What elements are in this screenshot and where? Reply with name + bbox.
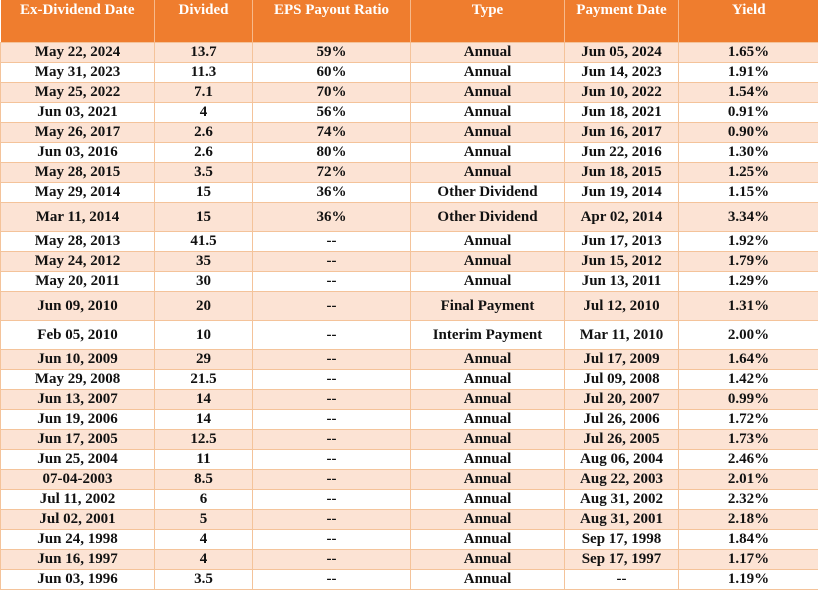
cell-type: Final Payment [411, 292, 565, 321]
header-payment-date: Payment Date [565, 0, 679, 43]
cell-ex-dividend-date: Jul 11, 2002 [1, 490, 155, 510]
cell-type: Annual [411, 410, 565, 430]
cell-type: Annual [411, 43, 565, 63]
table-row [1, 510, 818, 530]
cell-ex-dividend-date: Jun 25, 2004 [1, 450, 155, 470]
cell-eps-payout-ratio: -- [253, 272, 411, 292]
cell-payment-date: Jun 16, 2017 [565, 123, 679, 143]
table-row [1, 350, 818, 370]
cell-eps-payout-ratio: -- [253, 450, 411, 470]
cell-eps-payout-ratio: -- [253, 390, 411, 410]
cell-yield: 1.65% [679, 43, 818, 63]
cell-eps-payout-ratio: -- [253, 410, 411, 430]
cell-payment-date: Jul 09, 2008 [565, 370, 679, 390]
table-row [1, 570, 818, 590]
cell-eps-payout-ratio: -- [253, 232, 411, 252]
cell-ex-dividend-date: May 31, 2023 [1, 63, 155, 83]
table-row [1, 470, 818, 490]
cell-type: Annual [411, 123, 565, 143]
cell-dividend: 15 [155, 203, 253, 232]
cell-dividend: 3.5 [155, 570, 253, 590]
cell-eps-payout-ratio: 36% [253, 183, 411, 203]
cell-yield: 1.92% [679, 232, 818, 252]
cell-yield: 1.17% [679, 550, 818, 570]
cell-eps-payout-ratio: 70% [253, 83, 411, 103]
cell-dividend: 15 [155, 183, 253, 203]
cell-ex-dividend-date: May 29, 2014 [1, 183, 155, 203]
cell-payment-date: Apr 02, 2014 [565, 203, 679, 232]
cell-payment-date: Aug 31, 2001 [565, 510, 679, 530]
cell-dividend: 4 [155, 530, 253, 550]
cell-payment-date: Jul 17, 2009 [565, 350, 679, 370]
table-row [1, 232, 818, 252]
cell-type: Annual [411, 252, 565, 272]
cell-yield: 0.99% [679, 390, 818, 410]
cell-dividend: 29 [155, 350, 253, 370]
cell-payment-date: Jul 26, 2005 [565, 430, 679, 450]
cell-yield: 2.00% [679, 321, 818, 350]
cell-ex-dividend-date: May 28, 2015 [1, 163, 155, 183]
cell-yield: 2.18% [679, 510, 818, 530]
cell-eps-payout-ratio: -- [253, 430, 411, 450]
cell-dividend: 14 [155, 390, 253, 410]
cell-ex-dividend-date: Jun 09, 2010 [1, 292, 155, 321]
cell-payment-date: Aug 06, 2004 [565, 450, 679, 470]
cell-dividend: 41.5 [155, 232, 253, 252]
cell-type: Annual [411, 530, 565, 550]
cell-eps-payout-ratio: -- [253, 550, 411, 570]
cell-ex-dividend-date: May 26, 2017 [1, 123, 155, 143]
cell-type: Other Dividend [411, 203, 565, 232]
cell-payment-date: Aug 22, 2003 [565, 470, 679, 490]
cell-payment-date: Jun 05, 2024 [565, 43, 679, 63]
cell-dividend: 8.5 [155, 470, 253, 490]
cell-yield: 1.79% [679, 252, 818, 272]
cell-yield: 1.19% [679, 570, 818, 590]
cell-payment-date: Jun 13, 2011 [565, 272, 679, 292]
cell-eps-payout-ratio: 56% [253, 103, 411, 123]
table-row [1, 321, 818, 350]
cell-type: Annual [411, 430, 565, 450]
cell-ex-dividend-date: Mar 11, 2014 [1, 203, 155, 232]
cell-type: Annual [411, 163, 565, 183]
header-type: Type [411, 0, 565, 43]
cell-type: Annual [411, 510, 565, 530]
table-header [1, 0, 818, 43]
table-row [1, 83, 818, 103]
cell-ex-dividend-date: May 24, 2012 [1, 252, 155, 272]
cell-ex-dividend-date: May 22, 2024 [1, 43, 155, 63]
cell-type: Annual [411, 272, 565, 292]
cell-payment-date: Jun 15, 2012 [565, 252, 679, 272]
cell-payment-date: Jun 14, 2023 [565, 63, 679, 83]
header-ex-dividend-date: Ex-Dividend Date [1, 0, 155, 43]
cell-yield: 1.31% [679, 292, 818, 321]
cell-payment-date: Jun 10, 2022 [565, 83, 679, 103]
cell-dividend: 3.5 [155, 163, 253, 183]
cell-ex-dividend-date: 07-04-2003 [1, 470, 155, 490]
cell-dividend: 35 [155, 252, 253, 272]
cell-type: Annual [411, 103, 565, 123]
cell-dividend: 10 [155, 321, 253, 350]
table-row [1, 183, 818, 203]
cell-yield: 1.72% [679, 410, 818, 430]
cell-type: Annual [411, 450, 565, 470]
cell-eps-payout-ratio: 72% [253, 163, 411, 183]
table-row [1, 530, 818, 550]
cell-type: Annual [411, 570, 565, 590]
cell-payment-date: Jul 12, 2010 [565, 292, 679, 321]
cell-dividend: 2.6 [155, 143, 253, 163]
cell-yield: 2.01% [679, 470, 818, 490]
cell-dividend: 21.5 [155, 370, 253, 390]
cell-ex-dividend-date: Jun 03, 2021 [1, 103, 155, 123]
table-row [1, 43, 818, 63]
cell-dividend: 30 [155, 272, 253, 292]
cell-type: Annual [411, 470, 565, 490]
cell-eps-payout-ratio: -- [253, 510, 411, 530]
cell-type: Annual [411, 83, 565, 103]
cell-ex-dividend-date: Jun 10, 2009 [1, 350, 155, 370]
cell-yield: 1.54% [679, 83, 818, 103]
cell-yield: 1.42% [679, 370, 818, 390]
table-body [1, 43, 818, 590]
table-row [1, 410, 818, 430]
table-row [1, 292, 818, 321]
cell-type: Annual [411, 390, 565, 410]
cell-type: Annual [411, 63, 565, 83]
cell-payment-date: -- [565, 570, 679, 590]
table-row [1, 63, 818, 83]
table-row [1, 430, 818, 450]
cell-payment-date: Jul 20, 2007 [565, 390, 679, 410]
cell-payment-date: Jun 18, 2021 [565, 103, 679, 123]
cell-payment-date: Jun 22, 2016 [565, 143, 679, 163]
cell-ex-dividend-date: Jun 03, 1996 [1, 570, 155, 590]
header-yield: Yield [679, 0, 818, 43]
cell-eps-payout-ratio: -- [253, 490, 411, 510]
cell-ex-dividend-date: Jun 19, 2006 [1, 410, 155, 430]
header-row [1, 0, 818, 43]
table-row [1, 390, 818, 410]
cell-payment-date: Sep 17, 1997 [565, 550, 679, 570]
cell-yield: 2.32% [679, 490, 818, 510]
cell-yield: 1.30% [679, 143, 818, 163]
cell-yield: 1.29% [679, 272, 818, 292]
cell-type: Other Dividend [411, 183, 565, 203]
cell-type: Annual [411, 490, 565, 510]
cell-type: Annual [411, 232, 565, 252]
cell-type: Annual [411, 143, 565, 163]
cell-payment-date: Mar 11, 2010 [565, 321, 679, 350]
cell-yield: 1.64% [679, 350, 818, 370]
cell-dividend: 20 [155, 292, 253, 321]
cell-ex-dividend-date: Feb 05, 2010 [1, 321, 155, 350]
cell-dividend: 2.6 [155, 123, 253, 143]
cell-dividend: 5 [155, 510, 253, 530]
cell-eps-payout-ratio: 36% [253, 203, 411, 232]
cell-dividend: 4 [155, 103, 253, 123]
cell-type: Annual [411, 550, 565, 570]
cell-ex-dividend-date: Jul 02, 2001 [1, 510, 155, 530]
header-dividend: Divided [155, 0, 253, 43]
table-row [1, 272, 818, 292]
table-row [1, 550, 818, 570]
cell-dividend: 14 [155, 410, 253, 430]
cell-yield: 0.91% [679, 103, 818, 123]
cell-yield: 1.84% [679, 530, 818, 550]
table-row [1, 203, 818, 232]
cell-payment-date: Jul 26, 2006 [565, 410, 679, 430]
table-row [1, 123, 818, 143]
cell-payment-date: Jun 18, 2015 [565, 163, 679, 183]
cell-ex-dividend-date: Jun 24, 1998 [1, 530, 155, 550]
table-row [1, 103, 818, 123]
cell-eps-payout-ratio: -- [253, 370, 411, 390]
cell-ex-dividend-date: Jun 03, 2016 [1, 143, 155, 163]
cell-eps-payout-ratio: -- [253, 252, 411, 272]
cell-ex-dividend-date: May 28, 2013 [1, 232, 155, 252]
cell-eps-payout-ratio: -- [253, 530, 411, 550]
cell-dividend: 12.5 [155, 430, 253, 450]
cell-eps-payout-ratio: -- [253, 570, 411, 590]
table-row [1, 450, 818, 470]
cell-type: Interim Payment [411, 321, 565, 350]
header-eps-payout-ratio: EPS Payout Ratio [253, 0, 411, 43]
cell-yield: 1.25% [679, 163, 818, 183]
cell-eps-payout-ratio: -- [253, 321, 411, 350]
cell-eps-payout-ratio: -- [253, 350, 411, 370]
cell-eps-payout-ratio: -- [253, 292, 411, 321]
cell-yield: 1.15% [679, 183, 818, 203]
cell-dividend: 7.1 [155, 83, 253, 103]
cell-ex-dividend-date: Jun 17, 2005 [1, 430, 155, 450]
cell-ex-dividend-date: Jun 16, 1997 [1, 550, 155, 570]
table-row [1, 143, 818, 163]
cell-dividend: 11 [155, 450, 253, 470]
cell-eps-payout-ratio: -- [253, 470, 411, 490]
cell-ex-dividend-date: May 25, 2022 [1, 83, 155, 103]
cell-eps-payout-ratio: 80% [253, 143, 411, 163]
table-row [1, 163, 818, 183]
cell-eps-payout-ratio: 60% [253, 63, 411, 83]
cell-payment-date: Jun 19, 2014 [565, 183, 679, 203]
cell-ex-dividend-date: Jun 13, 2007 [1, 390, 155, 410]
cell-type: Annual [411, 350, 565, 370]
table-row [1, 370, 818, 390]
cell-dividend: 11.3 [155, 63, 253, 83]
cell-dividend: 13.7 [155, 43, 253, 63]
cell-yield: 1.91% [679, 63, 818, 83]
cell-ex-dividend-date: May 20, 2011 [1, 272, 155, 292]
cell-dividend: 4 [155, 550, 253, 570]
cell-yield: 0.90% [679, 123, 818, 143]
cell-payment-date: Aug 31, 2002 [565, 490, 679, 510]
cell-yield: 1.73% [679, 430, 818, 450]
cell-yield: 2.46% [679, 450, 818, 470]
table-row [1, 252, 818, 272]
cell-dividend: 6 [155, 490, 253, 510]
cell-eps-payout-ratio: 74% [253, 123, 411, 143]
table-row [1, 490, 818, 510]
cell-payment-date: Jun 17, 2013 [565, 232, 679, 252]
cell-type: Annual [411, 370, 565, 390]
cell-ex-dividend-date: May 29, 2008 [1, 370, 155, 390]
cell-eps-payout-ratio: 59% [253, 43, 411, 63]
cell-payment-date: Sep 17, 1998 [565, 530, 679, 550]
cell-yield: 3.34% [679, 203, 818, 232]
